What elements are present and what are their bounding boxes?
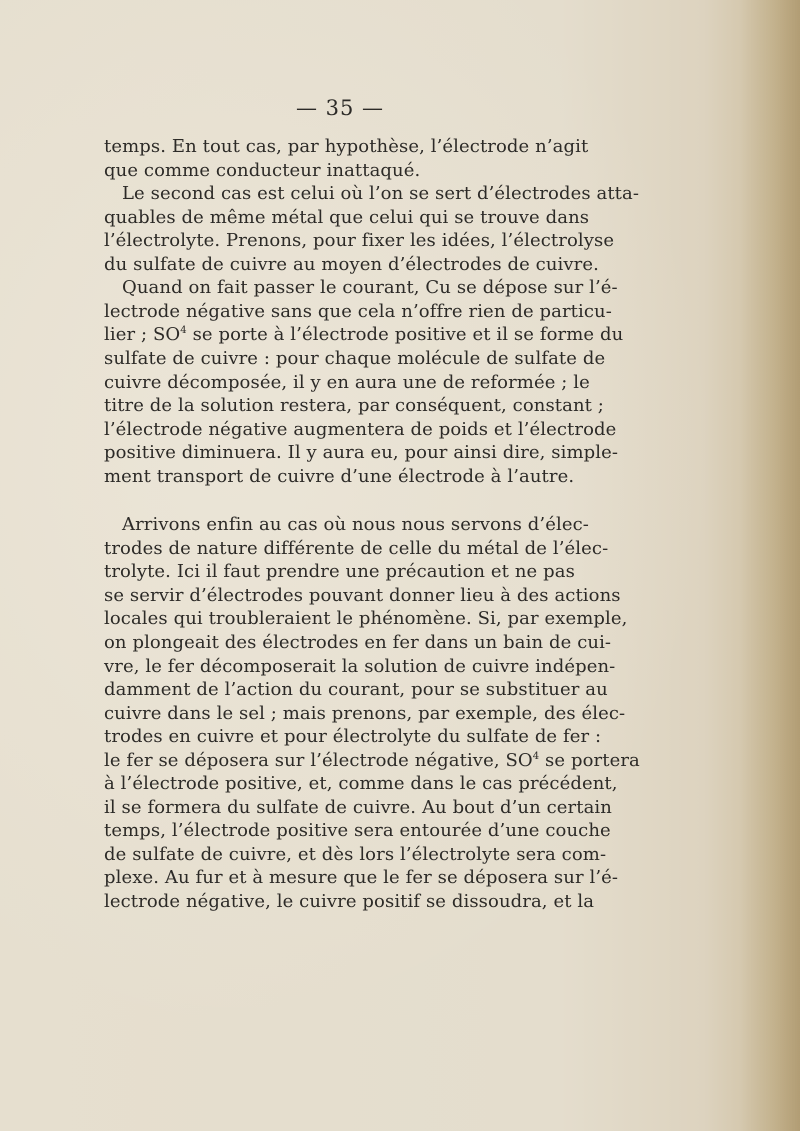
line-text: à l’électrode positive, et, comme dans le cas précédent,	[104, 773, 618, 794]
line-text: lectrode négative sans que cela n’offre rien de particu-	[104, 301, 612, 322]
text-line	[122, 512, 589, 538]
line-text: lectrode négative, le cuivre positif se dissoudra, et la	[104, 891, 595, 912]
line-text: l’électrode négative augmentera de poids et l’électrode	[104, 419, 617, 440]
line-text-continued: se portera	[539, 750, 640, 771]
text-line	[104, 818, 611, 844]
line-text: damment de l’action du courant, pour se substituer au	[104, 679, 608, 700]
line-text: temps. En tout cas, par hypothèse, l’électrode n’agit	[104, 136, 589, 157]
line-text: on plongeait des électrodes en fer dans un bain de cui-	[104, 632, 612, 653]
line-text: trodes de nature différente de celle du métal de l’élec-	[104, 538, 609, 559]
text-line	[104, 865, 619, 891]
text-line	[104, 322, 624, 348]
text-line	[104, 677, 608, 703]
line-text: le fer se déposera sur l’électrode négative, SO	[104, 750, 533, 771]
text-line	[104, 228, 615, 254]
line-text: trodes en cuivre et pour électrolyte du sulfate de fer :	[104, 726, 602, 747]
line-text: vre, le fer décomposerait la solution de cuivre indépen-	[104, 656, 616, 677]
line-text: du sulfate de cuivre au moyen d’électrodes de cuivre.	[104, 254, 599, 275]
text-line	[104, 464, 575, 490]
superscript: 4	[532, 751, 540, 762]
line-text: positive diminuera. Il y aura eu, pour ainsi dire, simple-	[104, 442, 619, 463]
page-edge-stain	[740, 0, 800, 1131]
line-text: lier ; SO	[104, 324, 181, 345]
text-line	[104, 606, 628, 632]
text-line	[104, 393, 604, 419]
line-text: que comme conducteur inattaqué.	[104, 160, 421, 181]
line-text: l’électrolyte. Prenons, pour fixer les idées, l’électrolyse	[104, 230, 615, 251]
text-line	[104, 134, 589, 160]
text-line	[122, 275, 618, 301]
line-text: quables de même métal que celui qui se trouve dans	[104, 207, 590, 228]
line-text: trolyte. Ici il faut prendre une précaution et ne pas	[104, 561, 575, 582]
line-text: il se formera du sulfate de cuivre. Au bout d’un certain	[104, 797, 612, 818]
text-line	[104, 346, 606, 372]
line-text: de sulfate de cuivre, et dès lors l’électrolyte sera com-	[104, 844, 607, 865]
line-text: temps, l’électrode positive sera entourée d’une couche	[104, 820, 611, 841]
text-line	[104, 630, 612, 656]
text-line	[122, 181, 639, 207]
line-text: cuivre décomposée, il y en aura une de reformée ; le	[104, 372, 590, 393]
line-text: plexe. Au fur et à mesure que le fer se déposera sur l’é-	[104, 867, 619, 888]
line-text: Le second cas est celui où l’on se sert d’électrodes atta-	[122, 183, 639, 204]
line-text: Quand on fait passer le courant, Cu se dépose sur l’é-	[122, 277, 618, 298]
text-line	[104, 440, 619, 466]
text-line	[104, 771, 618, 797]
text-line	[104, 889, 595, 915]
text-line	[104, 724, 602, 750]
line-text: locales qui troubleraient le phénomène. Si, par exemple,	[104, 608, 628, 629]
text-line	[104, 559, 575, 585]
line-text: sulfate de cuivre : pour chaque molécule de sulfate de	[104, 348, 606, 369]
page-number: — 35 —	[295, 96, 385, 120]
line-text: titre de la solution restera, par conséquent, constant ;	[104, 395, 604, 416]
line-text: ment transport de cuivre d’une électrode à l’autre.	[104, 466, 575, 487]
line-text: cuivre dans le sel ; mais prenons, par exemple, des élec-	[104, 703, 626, 724]
line-text: Arrivons enfin au cas où nous nous servons d’élec-	[122, 514, 589, 535]
line-text-continued: se porte à l’électrode positive et il se forme du	[186, 324, 624, 345]
line-text: se servir d’électrodes pouvant donner lieu à des actions	[104, 585, 621, 606]
superscript: 4	[180, 325, 187, 336]
